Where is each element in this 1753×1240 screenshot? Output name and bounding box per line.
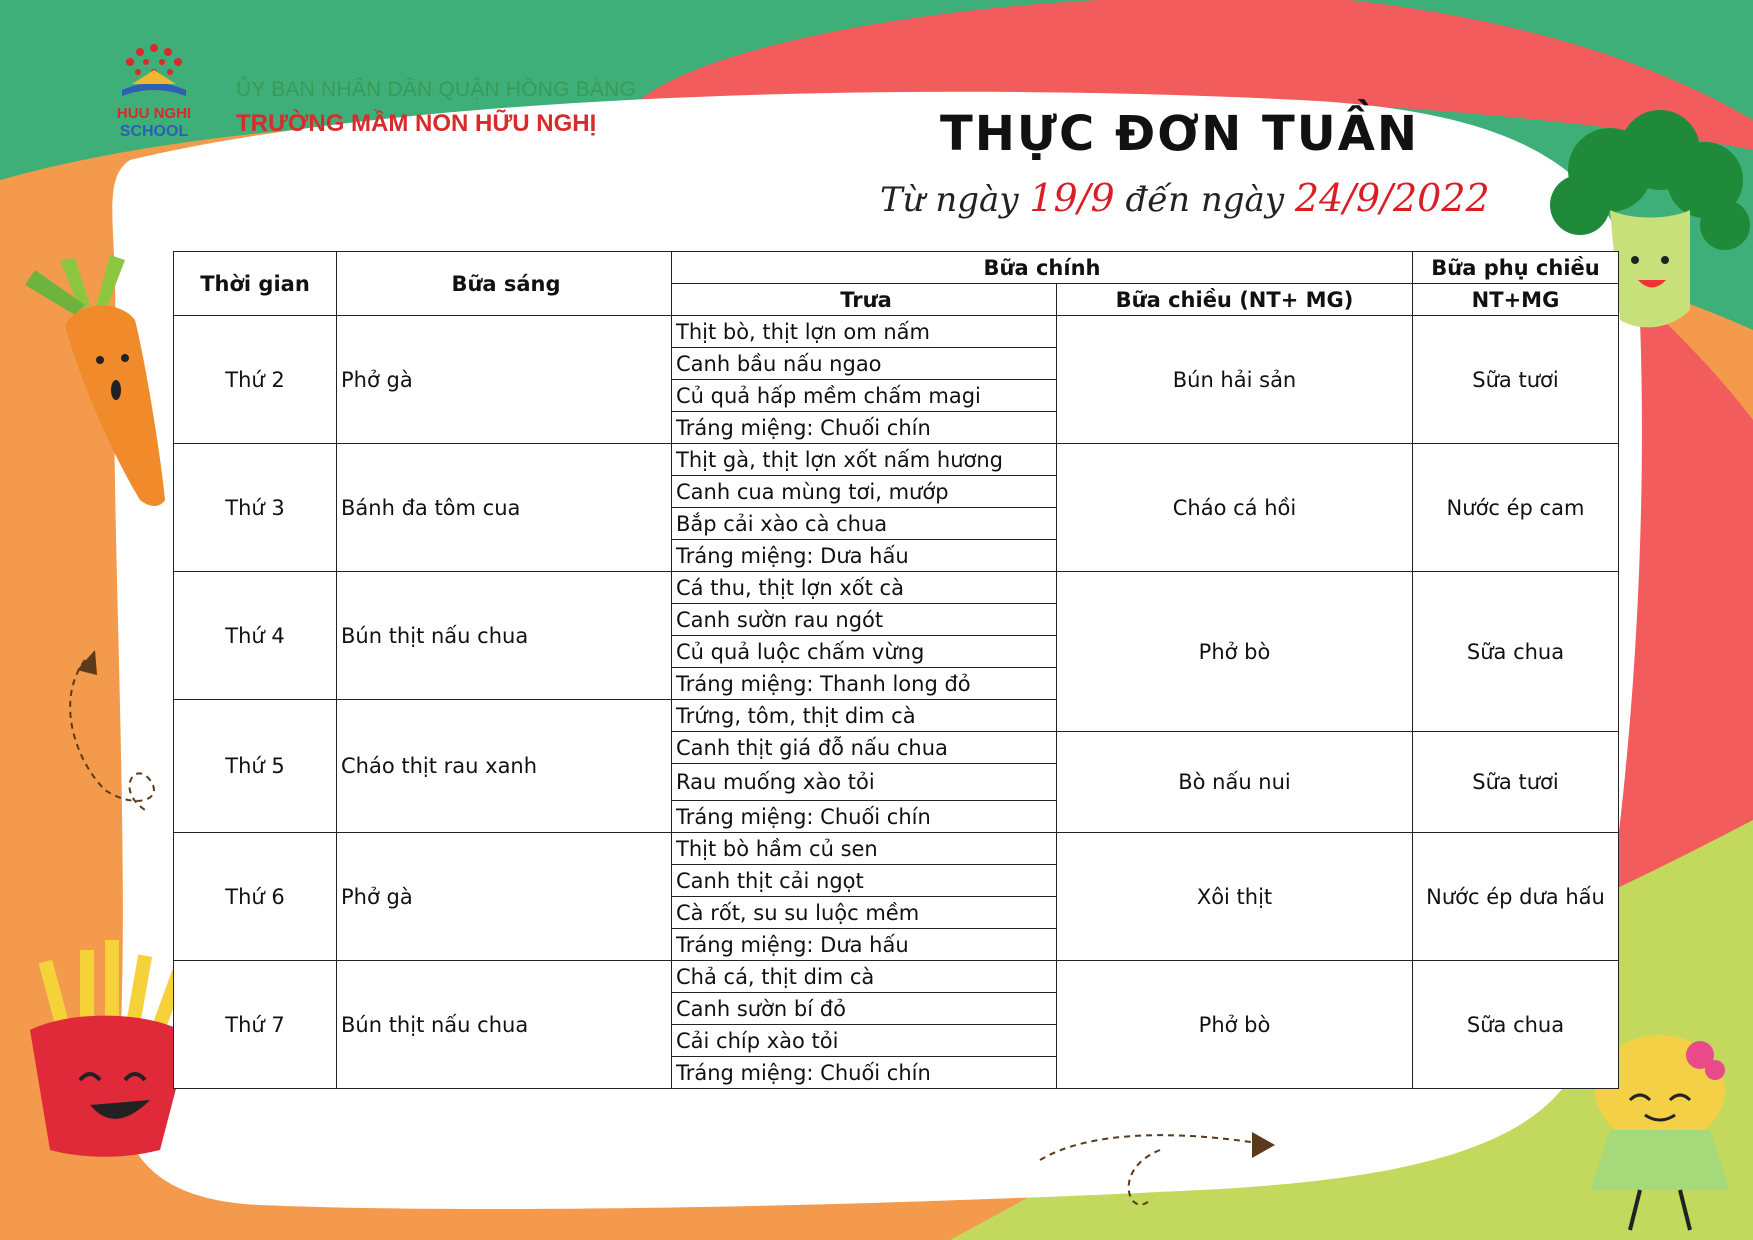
day-label: Thứ 5 [174, 700, 337, 833]
weekly-menu-table [173, 251, 1619, 1089]
day-label: Thứ 7 [174, 961, 337, 1089]
lunch-item: Canh bầu nấu ngao [672, 348, 1057, 380]
table-row [174, 316, 1619, 348]
lunch-item: Cá thu, thịt lợn xốt cà [672, 572, 1057, 604]
snack-cell: Sữa chua [1413, 961, 1619, 1089]
lunch-item: Canh sườn bí đỏ [672, 993, 1057, 1025]
breakfast-cell: Bún thịt nấu chua [337, 572, 672, 700]
snack-cell: Nước ép dưa hấu [1413, 833, 1619, 961]
day-label: Thứ 4 [174, 572, 337, 700]
day-label: Thứ 6 [174, 833, 337, 961]
lunch-item: Thịt gà, thịt lợn xốt nấm hương [672, 444, 1057, 476]
logo-text-bottom: SCHOOL [119, 123, 189, 140]
lunch-item: Canh sườn rau ngót [672, 604, 1057, 636]
breakfast-cell: Bún thịt nấu chua [337, 961, 672, 1089]
afternoon-cell: Xôi thịt [1057, 833, 1413, 961]
header-breakfast: Bữa sáng [337, 252, 672, 316]
logo-text-top: HUU NGHI [116, 105, 192, 122]
afternoon-cell: Bò nấu nui [1057, 732, 1413, 833]
french-fries-icon [10, 940, 200, 1160]
header-main-meal: Bữa chính [672, 252, 1413, 284]
table-row [174, 444, 1619, 476]
afternoon-cell: Cháo cá hồi [1057, 444, 1413, 572]
lunch-item: Thịt bò hầm củ sen [672, 833, 1057, 865]
header-snack: Bữa phụ chiều [1413, 252, 1619, 284]
dashed-arrow-bottom [1030, 1110, 1280, 1230]
day-label: Thứ 2 [174, 316, 337, 444]
lunch-item: Thịt bò, thịt lợn om nấm [672, 316, 1057, 348]
lunch-item: Bắp cải xào cà chua [672, 508, 1057, 540]
lunch-item: Cà rốt, su su luộc mềm [672, 897, 1057, 929]
date-start: 19/9 [1029, 176, 1115, 220]
header-afternoon: Bữa chiều (NT+ MG) [1057, 284, 1413, 316]
date-middle: đến ngày [1125, 180, 1285, 220]
snack-cell: Sữa chua [1413, 572, 1619, 732]
school-logo [112, 38, 196, 143]
table-row [174, 572, 1619, 604]
page-title: THỰC ĐƠN TUẦN [940, 106, 1420, 162]
breakfast-cell: Cháo thịt rau xanh [337, 700, 672, 833]
lunch-item: Trứng, tôm, thịt dim cà [672, 700, 1057, 732]
lunch-item: Tráng miệng: Chuối chín [672, 1057, 1057, 1089]
org-line-1: ỦY BAN NHÂN DÂN QUẬN HỒNG BÀNG [236, 78, 637, 101]
snack-cell: Nước ép cam [1413, 444, 1619, 572]
lunch-item: Cải chíp xào tỏi [672, 1025, 1057, 1057]
snack-cell: Sữa tươi [1413, 732, 1619, 833]
lunch-item: Tráng miệng: Dưa hấu [672, 929, 1057, 961]
lunch-item: Tráng miệng: Thanh long đỏ [672, 668, 1057, 700]
afternoon-cell: Phở bò [1057, 572, 1413, 732]
day-label: Thứ 3 [174, 444, 337, 572]
lunch-item: Rau muống xào tỏi [672, 764, 1057, 801]
lunch-item: Tráng miệng: Dưa hấu [672, 540, 1057, 572]
lunch-item: Tráng miệng: Chuối chín [672, 801, 1057, 833]
snack-cell: Sữa tươi [1413, 316, 1619, 444]
lunch-item: Canh cua mùng tơi, mướp [672, 476, 1057, 508]
breakfast-cell: Phở gà [337, 833, 672, 961]
lunch-item: Củ quả hấp mềm chấm magi [672, 380, 1057, 412]
lunch-item: Tráng miệng: Chuối chín [672, 412, 1057, 444]
header-time: Thời gian [174, 252, 337, 316]
breakfast-cell: Phở gà [337, 316, 672, 444]
lunch-item: Canh thịt giá đỗ nấu chua [672, 732, 1057, 764]
breakfast-cell: Bánh đa tôm cua [337, 444, 672, 572]
date-prefix: Từ ngày [880, 180, 1019, 220]
lunch-item: Củ quả luộc chấm vừng [672, 636, 1057, 668]
date-range [880, 176, 1490, 220]
afternoon-cell: Phở bò [1057, 961, 1413, 1089]
carrot-icon [20, 250, 170, 510]
date-end: 24/9/2022 [1294, 176, 1490, 220]
header-lunch: Trưa [672, 284, 1057, 316]
afternoon-cell: Bún hải sản [1057, 316, 1413, 444]
lunch-item: Chả cá, thịt dim cà [672, 961, 1057, 993]
lunch-item: Canh thịt cải ngọt [672, 865, 1057, 897]
table-row [174, 961, 1619, 993]
header-snack-sub: NT+MG [1413, 284, 1619, 316]
dashed-arrow-left [55, 640, 165, 820]
org-line-2: TRƯỜNG MẦM NON HỮU NGHỊ [236, 110, 597, 137]
table-row [174, 833, 1619, 865]
